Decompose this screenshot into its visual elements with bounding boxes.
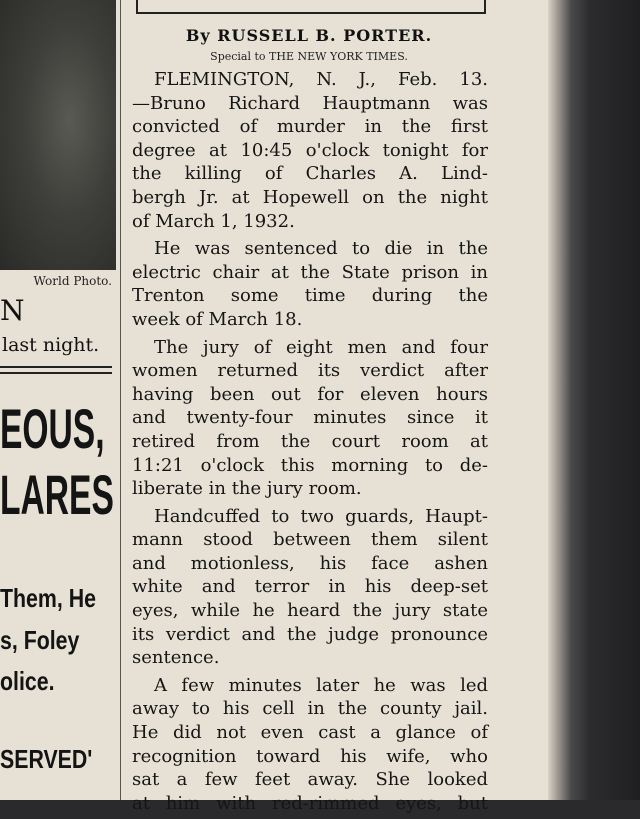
article-line: liberate in the jury room. — [132, 478, 362, 500]
left-subhead-line4: SERVED' — [0, 744, 93, 774]
byline: By RUSSELL B. PORTER. — [185, 26, 433, 45]
article-line: week of March 18. — [132, 308, 303, 330]
article-line: the killing of Charles A. Lind- — [132, 163, 488, 185]
left-divider — [0, 372, 112, 374]
left-divider — [0, 366, 112, 368]
left-headline-line2: LARES — [0, 463, 114, 526]
article-line: FLEMINGTON, N. J., Feb. 13. — [154, 69, 488, 90]
article-line: its verdict and the judge pronounce — [132, 623, 488, 645]
article-line: women returned its verdict after — [132, 360, 488, 382]
article-line: He was sentenced to die in the — [154, 238, 488, 260]
special-dispatch: Special to THE NEW YORK TIMES. — [210, 50, 408, 63]
article-line: convicted of murder in the first — [132, 116, 488, 138]
article-line: sat a few feet away. She looked — [132, 769, 488, 791]
article-line: Trenton some time during the — [132, 285, 488, 307]
article-line: 11:21 o'clock this morning to de- — [132, 454, 488, 476]
article-paragraph — [132, 68, 488, 233]
article-line: bergh Jr. at Hopewell on the night — [132, 186, 488, 208]
article-line: electric chair at the State prison in — [132, 261, 488, 283]
left-fragment-n: N — [0, 294, 25, 327]
news-photo — [0, 0, 116, 270]
article-line: and twenty-four minutes since it — [132, 407, 488, 429]
article-line: A few minutes later he was led — [154, 674, 488, 696]
article-line: retired from the court room at — [132, 430, 488, 452]
article-line: and motionless, his face ashen — [132, 552, 488, 574]
article-line: mann stood between them silent — [132, 529, 488, 551]
article-line: eyes, while he heard the jury state — [132, 600, 488, 622]
article-paragraph — [132, 237, 488, 331]
left-headline-line1: EOUS, — [0, 397, 105, 460]
article-line: at him with red-rimmed eyes, but — [132, 792, 488, 814]
left-subhead-line1: Them, He — [0, 583, 96, 613]
article-line: having been out for eleven hours — [132, 383, 488, 405]
article-line: degree at 10:45 o'clock tonight for — [132, 139, 488, 161]
article-line: Handcuffed to two guards, Haupt- — [154, 505, 488, 527]
left-subhead-line2: s, Foley — [0, 625, 80, 655]
article-body — [132, 68, 488, 819]
background-edge — [548, 0, 640, 800]
column-rule — [120, 0, 121, 800]
article-line: The jury of eight men and four — [154, 336, 488, 358]
left-fragment-last-night: last night. — [2, 334, 100, 356]
article-line: recognition toward his wife, who — [132, 745, 488, 767]
article-line: He did not even cast a glance of — [132, 722, 488, 744]
photo-credit: World Photo. — [33, 274, 112, 288]
article-line: sentence. — [132, 647, 220, 669]
left-subhead-line3: olice. — [0, 666, 55, 696]
headline-box — [136, 0, 486, 14]
article-line: —Bruno Richard Hauptmann was — [132, 92, 488, 114]
article-line: of March 1, 1932. — [132, 210, 295, 232]
article-paragraph — [132, 505, 488, 670]
article-line: away to his cell in the county jail. — [132, 698, 488, 720]
article-line: white and terror in his deep-set — [132, 576, 488, 598]
article-paragraph — [132, 336, 488, 501]
article-paragraph — [132, 674, 488, 816]
